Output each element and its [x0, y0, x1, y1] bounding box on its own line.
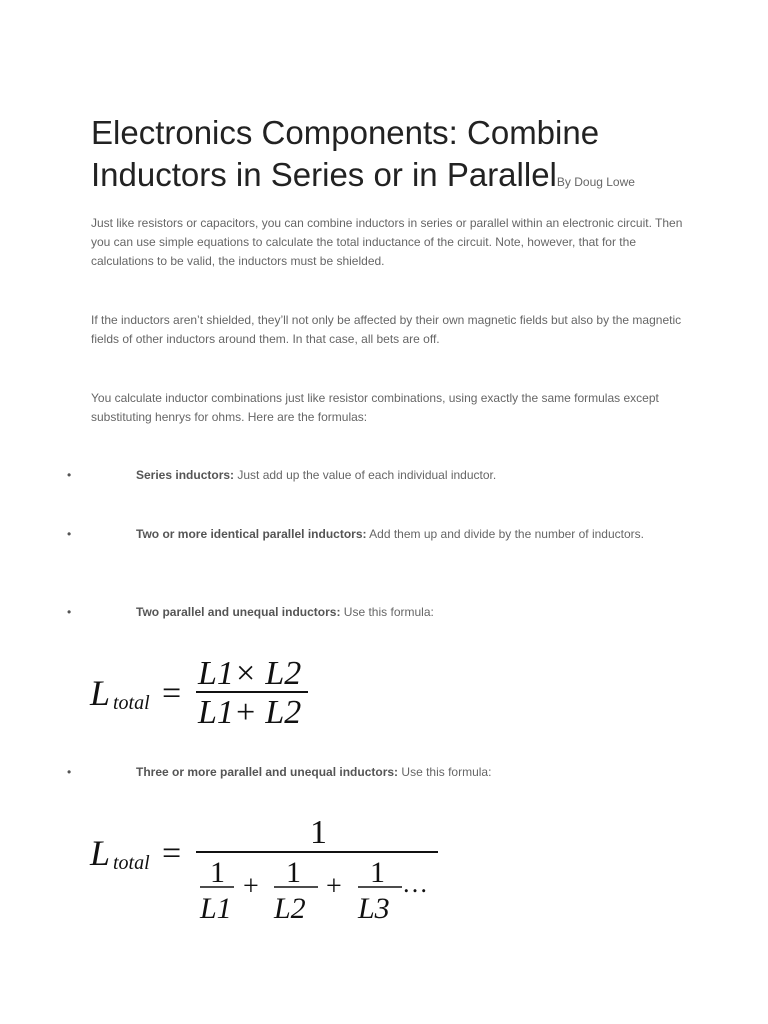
bullet-dot: •: [67, 605, 72, 619]
bullet-body: Just add up the value of each individual inductor.: [234, 468, 497, 482]
bullet-body: Add them up and divide by the number of inductors.: [366, 527, 644, 541]
term3-numerator: 1: [370, 856, 385, 889]
bullet-text: [91, 525, 651, 544]
formula-lhs-subscript: total: [113, 852, 150, 874]
bullet-text: [91, 763, 651, 782]
bullet-label: Three or more parallel and unequal inductors:: [136, 765, 399, 779]
formula-two-parallel-svg: [88, 650, 328, 735]
bullet-body: Use this formula:: [398, 765, 492, 779]
bullet-text: [91, 603, 651, 622]
formula-denominator: L1+ L2: [198, 694, 302, 731]
bullet-dot: •: [67, 468, 72, 482]
formula-two-parallel: [88, 650, 328, 740]
term1-numerator: 1: [210, 856, 225, 889]
term2-denominator: L2: [274, 892, 306, 925]
term2-numerator: 1: [286, 856, 301, 889]
formula-numerator: L1× L2: [198, 655, 302, 692]
paragraph-intro: Just like resistors or capacitors, you can combine inductors in series or parallel within an electronic circuit. Then you can use simple equations to calculate the total inductance of the circuit. Note, however, that for the calculations to be valid, the inductors must be shielded.: [91, 216, 683, 268]
bullet-body: Use this formula:: [340, 605, 434, 619]
formula-three-parallel: [88, 810, 448, 935]
formula-ellipsis: …: [402, 869, 428, 898]
bullet-dot: •: [67, 765, 72, 779]
formula-equals: =: [162, 835, 182, 872]
bullet-text: [91, 466, 651, 485]
paragraph-formulas-intro: You calculate inductor combinations just like resistor combinations, using exactly the same formulas except substituting henrys for ohms. Here are the formulas:: [91, 391, 659, 424]
formula-equals: =: [162, 675, 182, 712]
formula-lhs-subscript: total: [113, 692, 150, 714]
bullet-label: Two parallel and unequal inductors:: [136, 605, 341, 619]
article-byline: By Doug Lowe: [556, 175, 635, 189]
formula-main-numerator: 1: [310, 814, 327, 851]
term3-denominator: L3: [358, 892, 390, 925]
paragraph-shielding: If the inductors aren’t shielded, they’ll not only be affected by their own magnetic fields but also by the magnetic fields of other inductors around them. In that case, all bets are off.: [91, 313, 682, 346]
article-title: [91, 112, 731, 203]
formula-three-parallel-svg: [88, 810, 448, 930]
plus-sign-2: +: [326, 871, 342, 902]
formula-lhs-symbol: L: [90, 833, 111, 873]
bullet-dot: •: [67, 527, 72, 541]
term1-denominator: L1: [200, 892, 232, 925]
bullet-label: Two or more identical parallel inductors:: [136, 527, 367, 541]
formula-lhs-symbol: L: [90, 673, 111, 713]
article-title-text: Electronics Components: Combine Inductors in Series or in Parallel: [91, 114, 600, 193]
bullet-label: Series inductors:: [136, 468, 235, 482]
plus-sign-1: +: [243, 871, 259, 902]
